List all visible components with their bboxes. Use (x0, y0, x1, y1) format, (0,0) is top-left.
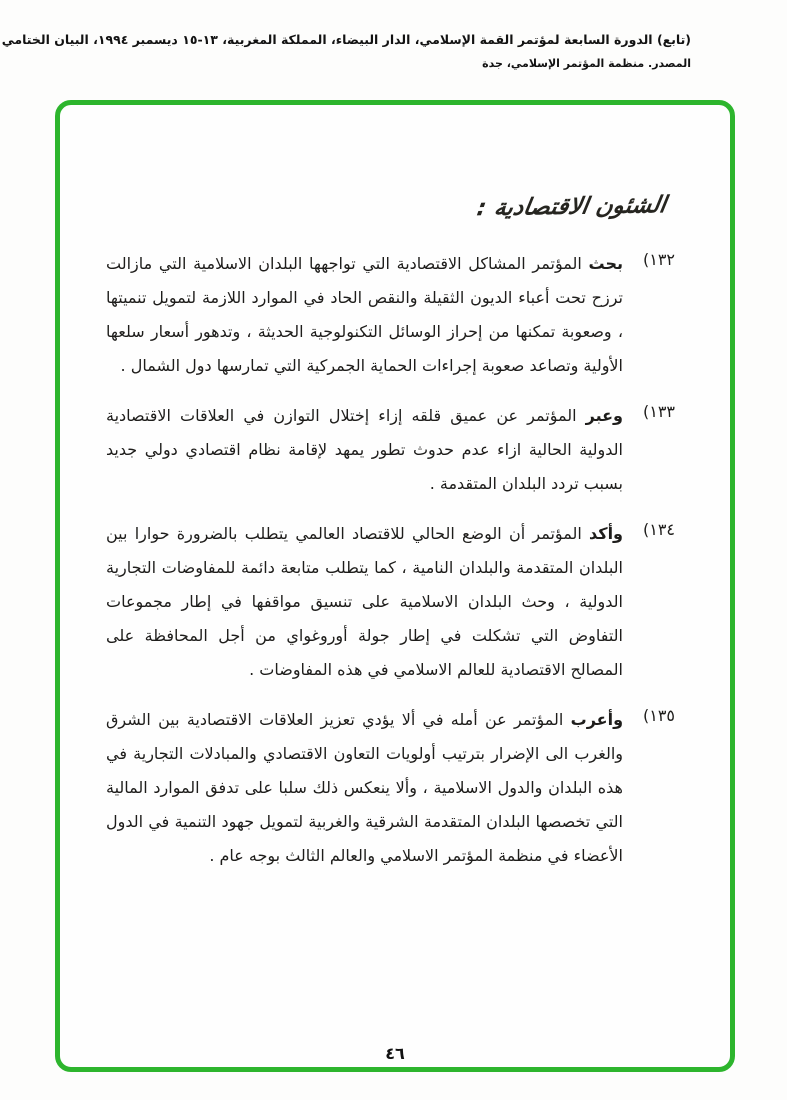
paragraph-body-text: المؤتمر عن عميق قلقه إزاء إختلال التوازن في العلاقات الاقتصادية الدولية الحالية ازاء عدم حدوث تطور يمهد لإقامة نظام اقتصادي دولي جديد بسبب تردد البلدان المتقدمة . (106, 406, 623, 493)
paragraph-135 (106, 703, 675, 873)
header-title-line: (تابع) الدورة السابعة لمؤتمر القمة الإسلامي، الدار البيضاء، المملكة المغربية، ١٣-١٥ ديسمبر ١٩٩٤، البيان الختامي (1, 32, 691, 47)
paragraph-body-text: المؤتمر عن أمله في ألا يؤدي تعزيز العلاقات الاقتصادية بين الشرق والغرب الى الإضرار بترتيب أولويات التعاون الاقتصادي والمبادلات التجارية في هذه البلدان والدول الاسلامية ، وألا ينعكس ذلك سلبا على تدفق الموارد المالية التي تخصصها البلدان المتقدمة الشرقية والغربية لتمويل جهود التنمية في الدول الأعضاء في منظمة المؤتمر الاسلامي والعالم الثالث بوجه عام . (106, 710, 623, 865)
paragraph-lead-word: وأكد (589, 524, 623, 543)
header-source-line: المصدر. منظمة المؤتمر الإسلامي، جدة (482, 57, 691, 70)
paragraph-lead-word: وعبر (585, 406, 623, 425)
paragraph-body-text: المؤتمر أن الوضع الحالي للاقتصاد العالمي يتطلب بالضرورة حوارا بين البلدان المتقدمة والبلدان النامية ، كما يتطلب متابعة دائمة للمفاوضات التجارية الدولية ، وحث البلدان الاسلامية على تنسيق مواقفها في إطار مجموعات التفاوض التي تشكلت في إطار جولة أوروغواي من أجل المحافظة على المصالح الاقتصادية للعالم الاسلامي في هذه المفاوضات . (106, 524, 623, 679)
section-title: الشئون الاقتصادية : (474, 192, 668, 222)
paragraph-number: ١٣٣) (642, 402, 675, 421)
paragraph-body-text: المؤتمر المشاكل الاقتصادية التي تواجهها البلدان الاسلامية التي مازالت ترزح تحت أعباء الديون الثقيلة والنقص الحاد في الموارد اللازمة لتمويل تنميتها ، وصعوبة تمكنها من إحراز الوسائل التكنولوجية الحديثة ، وتدهور أسعار سلعها الأولية وتصاعد صعوبة إجراءات الحماية الجمركية التي تمارسها دول الشمال . (106, 254, 623, 375)
document-header (1, 30, 691, 70)
paragraph-text (106, 247, 623, 383)
paragraph-text (106, 517, 623, 687)
paragraph-lead-word: بحث (588, 254, 623, 273)
paragraph-number: ١٣٥) (642, 706, 675, 725)
paragraph-number: ١٣٤) (642, 520, 675, 539)
paragraph-133 (106, 399, 675, 501)
page-number: ٤٦ (385, 1044, 405, 1063)
document-body (106, 192, 675, 889)
paragraph-number: ١٣٢) (642, 250, 675, 269)
paragraph-lead-word: وأعرب (570, 710, 624, 729)
green-border-frame (55, 100, 735, 1072)
paragraph-text (106, 703, 623, 873)
paragraph-132 (106, 247, 675, 383)
paragraph-text (106, 399, 623, 501)
paragraph-134 (106, 517, 675, 687)
